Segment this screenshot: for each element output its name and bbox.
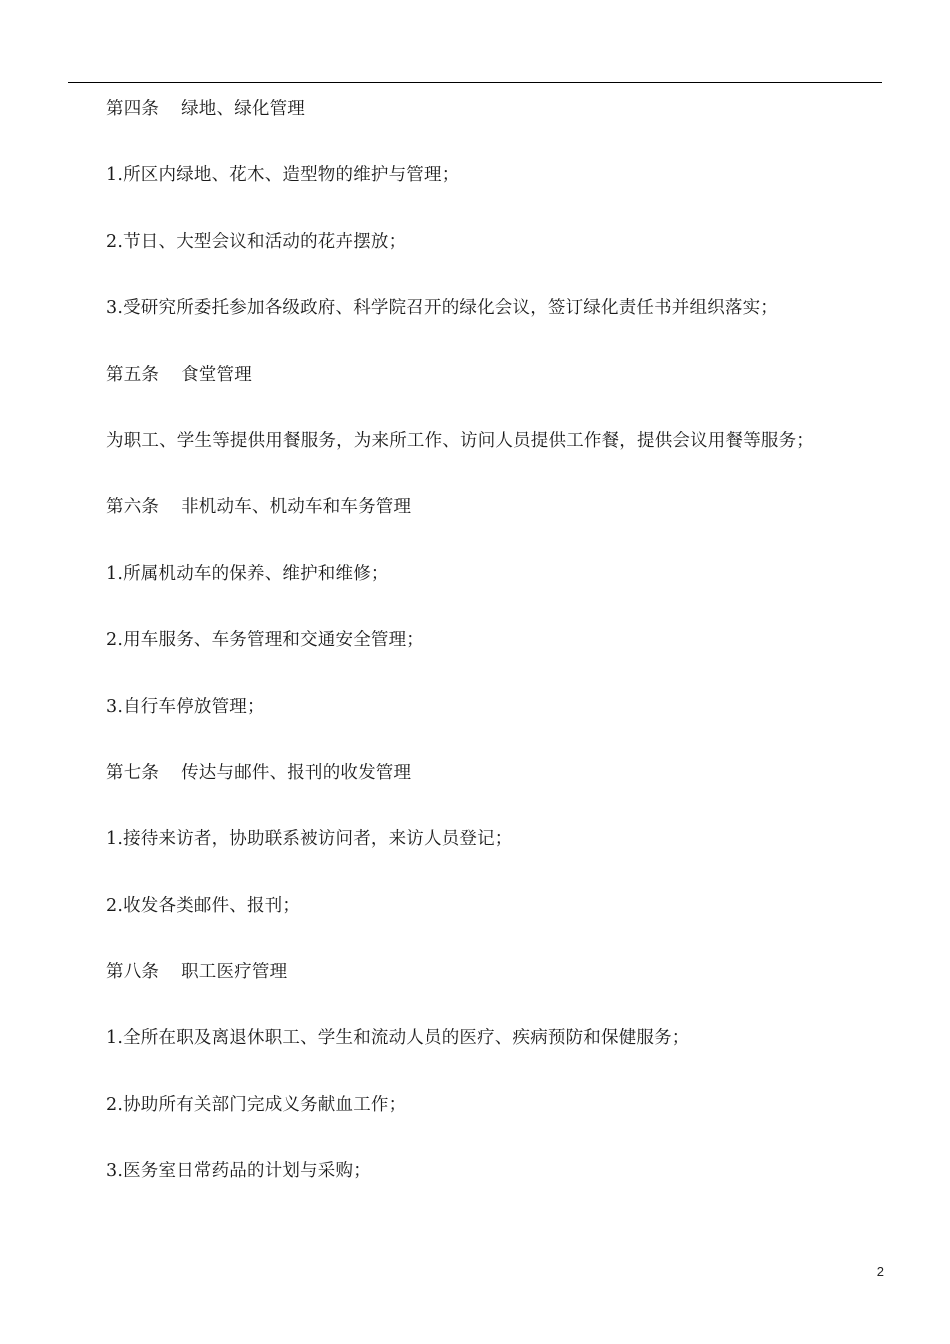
article-heading xyxy=(106,492,896,558)
list-item: 2.用车服务、车务管理和交通安全管理； xyxy=(106,630,424,651)
article-title: 食堂管理 xyxy=(181,364,252,385)
article-number: 第五条 xyxy=(106,364,160,385)
list-item: 为职工、学生等提供用餐服务，为来所工作、访问人员提供工作餐，提供会议用餐等服务； xyxy=(106,430,814,451)
article-title: 职工医疗管理 xyxy=(181,962,288,983)
page-number: 2 xyxy=(876,1264,884,1279)
list-item: 3.医务室日常药品的计划与采购； xyxy=(106,1161,371,1182)
list-item: 2.收发各类邮件、报刊； xyxy=(106,895,301,916)
article-number: 第八条 xyxy=(106,962,160,983)
article-heading xyxy=(106,758,896,824)
list-item: 1.全所在职及离退休职工、学生和流动人员的医疗、疾病预防和保健服务； xyxy=(106,1028,690,1049)
list-item: 2.协助所有关部门完成义务献血工作； xyxy=(106,1094,407,1115)
list-item: 1.接待来访者，协助联系被访问者，来访人员登记； xyxy=(106,829,513,850)
article-title: 绿地、绿化管理 xyxy=(181,99,306,119)
list-item: 1.所属机动车的保养、维护和维修； xyxy=(106,563,389,584)
article-number: 第七条 xyxy=(106,762,160,783)
list-item: 3.受研究所委托参加各级政府、科学院召开的绿化会议，签订绿化责任书并组织落实； xyxy=(106,298,778,319)
article-number: 第六条 xyxy=(106,497,160,518)
list-item: 1.所区内绿地、花木、造型物的维护与管理； xyxy=(106,165,460,186)
list-item: 2.节日、大型会议和活动的花卉摆放； xyxy=(106,231,407,252)
article-heading xyxy=(106,360,896,426)
article-heading xyxy=(106,957,896,1023)
article-number: 第四条 xyxy=(106,99,160,119)
article-title: 传达与邮件、报刊的收发管理 xyxy=(181,762,412,783)
article-title: 非机动车、机动车和车务管理 xyxy=(181,497,412,518)
article-heading xyxy=(106,94,896,160)
list-item: 3.自行车停放管理； xyxy=(106,696,265,717)
document-body xyxy=(106,94,896,1223)
header-rule xyxy=(68,82,882,83)
